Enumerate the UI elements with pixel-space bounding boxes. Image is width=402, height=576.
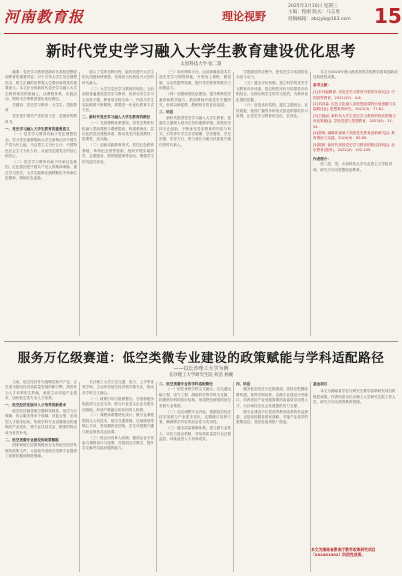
masthead <box>0 0 402 36</box>
paragraph: （二）动态调整专业内容。根据低空经济技术发展与产业需求变化，定期修订培养方案，确保教学内容的前沿性与实用性。 <box>159 409 231 425</box>
section-heading: 一、低空经济发展对人才培养的新要求 <box>5 403 67 408</box>
section-title: 理论视野 <box>222 10 266 23</box>
references-title: 参考文献： <box>313 82 331 87</box>
reference-item: [3]王晓丽. 新时代大学生党史学习教育的现实困境与优化策略[J]. 学校党建与思想教育，2023(5)：51-54. <box>313 113 396 129</box>
article1-column-4 <box>236 70 308 338</box>
paragraph: 新时代推进党史学习融入大学生教育，是落实立德树人根本任务的重要举措。高校应坚持守正创新，不断优化党史教育的内容与形式，引导青年学生学史明理、学史增信、学史崇德、学史力行，努力成长为堪当民族复兴重任的时代新人。 <box>159 115 231 147</box>
abstract: 摘要：党史学习教育是新时代高校思想政治教育的重要内容，对于引导大学生坚定理想信念、树立正确的世界观人生观价值观具有重要意义。本文在分析新时代党史学习融入大学生教育现状的基础上，从课程体系、实践活动、网络平台等维度提出优化路径。 <box>5 70 77 102</box>
section-heading: 四、结语 <box>236 381 251 386</box>
paragraph: （三）健全质量保障体系。建立微专业准入、评估与退出机制，对培养质量进行全过程监控，持续改进人才培养成效。 <box>159 426 231 442</box>
article2-subtitle: ——以长沙理工大学为例 <box>173 366 229 372</box>
section-heading: 一、党史学习融入大学生教育的重要意义 <box>5 126 70 131</box>
author-label: 作者简介： <box>313 156 331 161</box>
reference-item: [2]刘洪森. 红色文化融入高校思政课的价值意蕴与实践路径[J]. 思想教育研究，2022(3)：77-81. <box>313 102 396 112</box>
article1-column-3 <box>159 70 231 338</box>
column-divider <box>79 72 80 336</box>
paragraph: （五）健全评价机制。建立科学的党史学习教育评价体系，将过程性评价与结果性评价相结合，全面反映学生的学习成效，为教育优化提供依据。 <box>236 81 308 102</box>
paragraph: 低空经济涵盖航空器研发制造、低空飞行保障、综合服务等多个领域，对复合型、应用型人才需求迫切。传统学科专业设置难以快速响应产业变化，微专业以其灵活、精准的特点成为有效补充。 <box>5 409 77 435</box>
paragraph: （三）校企协同育人机制。邀请企业专家参与课程设计与授课，开展项目式教学，提升学生解决实际问题的能力。 <box>82 435 154 451</box>
column-divider <box>233 72 234 336</box>
author-bio: 张二嵩，男，太原科技大学马克思主义学院讲师，研究方向为思想政治教育。 <box>313 162 393 172</box>
column-divider <box>156 382 157 572</box>
reference-item: [1]本刊编辑部. 用党史学习教育引领青年成长[J]. 中国高等教育，2021(12)：4-6. <box>313 90 395 100</box>
masthead-meta <box>288 4 351 23</box>
paragraph: 服务低空经济万亿级赛道，高校应把握政策机遇，发挥学科优势，以微专业建设为突破口，培养适应产业发展需要的高素质应用型人才，为区域经济社会发展提供有力支撑。 <box>236 387 308 408</box>
column-divider <box>310 72 311 336</box>
project-note: 本文为2024年度山西省高等学校教学改革创新项目阶段性成果。 <box>313 70 398 80</box>
paragraph: （一）政策引导与资源整合。学校积极争取政府与企业支持，联合行业龙头企业共建实训基地，形成产教融合的协同育人机制。 <box>82 396 154 412</box>
paragraph: 学思践悟的过程中，把党史学习成果转化为奋斗动力。 <box>236 70 308 80</box>
column-divider <box>156 72 157 336</box>
masthead-email: 投稿邮箱：abcjyb@163.com <box>288 16 351 22</box>
paragraph: 展示了党的光辉历程，能有效提升大学生的认同感和使命感，培养担当民族复兴大任的时代新人。 <box>82 70 154 85</box>
paragraph: 国家和地方层面相继出台支持低空经济发展的政策文件，为高校开设低空类微专业提供了政策依据和制度保障。 <box>5 443 77 459</box>
article-divider <box>4 341 398 342</box>
paragraph: 微专业建设不仅是高等教育改革的有益探索，也是高校服务国家战略、对接产业需求的重要途径，其经验值得推广借鉴。 <box>236 409 308 425</box>
article2-sidebar <box>313 380 398 544</box>
paragraph: （六）营造良好氛围。通过主题班会、宣传展板、校园广播等多种形式营造浓厚的学习氛围，让党史学习教育常态化、长效化。 <box>236 103 308 119</box>
paragraph: （一）依托优势学科交叉融合。以交通运输工程、电气工程、测绘科学等学科为支撑，构建跨学科的知识结构，形成特色鲜明的低空类微专业集群。 <box>159 387 231 408</box>
masthead-editors: 主编：程刚 版式：马志勇 <box>288 10 340 16</box>
reference-item: [4]张明. 融媒体视域下高校党史教育创新研究[J]. 教育理论与实践，2024(9)：62-65. <box>313 131 395 141</box>
paragraph: 长沙理工大学立足交通、电力、土木等优势学科，主动布局低空经济相关微专业，推动多学科交叉融合。 <box>82 380 154 395</box>
column-divider <box>79 382 80 572</box>
fund-note: 本文为湖南省教育厅教学改革研究项目（202401002）阶段性成果。 <box>311 547 376 558</box>
paragraph: （二）党史学习教育有助于传承红色基因。红色基因是中国共产党人的精神命脉，通过学习党史，大学生能够在潜移默化中传承红色精神，赓续红色血脉。 <box>5 160 77 181</box>
article1-column-1 <box>5 70 77 338</box>
keywords: 关键词：党史学习教育；大学生；思政教育 <box>5 102 77 113</box>
section-heading: 三、结语 <box>159 109 174 114</box>
article1-sidebar <box>313 70 398 338</box>
paragraph: （二）课程体系模块化设计。微专业课程围绕无人机技术、低空交通管理、空域规划等核心方向，采用模块化结构，学生可根据兴趣与职业规划灵活选课。 <box>82 413 154 434</box>
paragraph: （一）党史学习教育有助于坚定理想信念。学习党史能够帮助大学生深刻认识中国共产党为什么能、马克思主义为什么行、中国特色社会主义为什么好，从而坚定跟党走的信心和决心。 <box>5 132 77 159</box>
column-divider <box>233 382 234 572</box>
sidebar-title: 基金项目 <box>313 382 328 386</box>
article2-column-4 <box>236 380 308 574</box>
article2-byline: 长沙理工大学研究生院 何浩 杨婉 <box>168 373 234 378</box>
page-number: 15 <box>374 4 402 28</box>
article2-column-1 <box>5 380 77 574</box>
article2-title: 服务万亿级赛道：低空类微专业建设的政策赋能与学科适配路径 <box>17 350 385 365</box>
paragraph: 党史是中国共产党的奋斗史，是最好的教科书。 <box>5 114 77 124</box>
section-heading: 二、新时代党史学习融入大学生教育的路径 <box>82 115 151 120</box>
article2-column-2 <box>82 380 154 574</box>
section-heading: 二、低空类微专业建设的政策赋能 <box>5 437 59 442</box>
section-heading: 三、低空类微专业的学科适配路径 <box>159 381 213 386</box>
article1-column-2 <box>82 70 154 338</box>
article1-title: 新时代党史学习融入大学生教育建设优化思考 <box>45 42 356 60</box>
paragraph: （三）用好网络平台。运用新媒体技术打造党史学习网络阵地，开发线上课程、微视频、互动答题等资源，提升党史教育的吸引力和感染力。 <box>159 70 231 91</box>
sidebar-text: 本文为湖南省学位与研究生教学改革研究项目阶段性成果。作者何浩为长沙理工大学研究生院工作人员，研究方向为高等教育管理。 <box>313 389 396 405</box>
column-divider <box>310 382 311 572</box>
masthead-rule <box>4 33 398 34</box>
paragraph: 当前，低空经济作为战略性新兴产业，正在成为推动经济高质量发展的新引擎。高校作为人才培养的主阵地，亟须主动对接产业需求，加快低空类专业人才培养。 <box>5 380 77 401</box>
masthead-date: 2025年3月10日 星期三 <box>288 4 338 9</box>
article2-column-3 <box>159 380 231 574</box>
reference-item: [5]陈晨. 新时代高校党史学习教育的路径探析[J]. 北京教育(德育)，2022(4)：102-105. <box>313 142 395 153</box>
paragraph: （一）完善课程体系建设。将党史教育有机融入思政课程与课程思政，构建系统化、层次化的党史课程体系，推动党史内容进教材、进课堂、进头脑。 <box>82 121 154 142</box>
newspaper-logo: 河南教育报 <box>4 8 85 26</box>
paragraph: （四）加强师资队伍建设。提升教师党史素养和教学能力，鼓励教师开展党史专题研究，形成以研促教、教研相长的良好局面。 <box>159 92 231 107</box>
paragraph: （二）创新实践教育形式。依托红色教育基地、革命纪念馆等资源，组织开展实地研学、志愿服务、情景剧展演等活动，增强学生的沉浸式体验。 <box>82 143 154 164</box>
article1-byline: 太原科技大学 张二嵩 <box>180 62 222 67</box>
paragraph: （二）大学生党史学习教育的现状。当前高校普遍重视党史学习教育，但部分学生学习主动性不强，教育形式较为单一，内容与学生实际联系不够紧密，需要进一步优化教育方式方法。 <box>82 86 154 113</box>
